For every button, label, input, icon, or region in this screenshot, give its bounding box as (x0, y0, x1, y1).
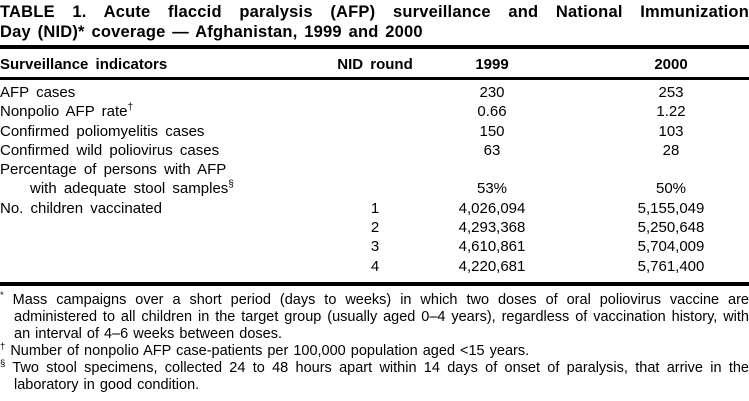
column-header-2000: 2000 (654, 56, 688, 73)
footnote-marker: † (0, 341, 6, 353)
row-label-text: Confirmed wild poliovirus cases (0, 141, 220, 159)
table-row (0, 141, 749, 160)
cell-2000: 28 (662, 141, 680, 159)
cell-1999: 150 (479, 122, 505, 140)
row-label (0, 179, 333, 198)
table-body (0, 80, 749, 276)
table-title (0, 0, 749, 42)
footnotes (0, 292, 749, 394)
table-header-row (0, 49, 749, 77)
cell-2000: 103 (658, 122, 684, 140)
row-label-text: No. children vaccinated (0, 199, 162, 217)
column-header-1999: 1999 (475, 56, 509, 73)
footnote-asterisk (0, 292, 749, 343)
row-label (0, 199, 333, 218)
cell-nid-round: 2 (370, 219, 380, 237)
table-bottom-rule (0, 282, 749, 286)
cell-1999: 0.66 (477, 103, 507, 121)
cell-1999: 53% (476, 180, 508, 198)
row-label-text: Nonpolio AFP rate (0, 103, 128, 121)
row-label (0, 83, 333, 102)
cell-2000: 1.22 (656, 103, 686, 121)
table-row (0, 102, 749, 121)
row-label-text: AFP cases (0, 84, 76, 101)
table-row (0, 199, 749, 218)
cell-2000: 5,250,648 (637, 219, 705, 237)
table-title-line2: Day (NID)* coverage — Afghanistan, 1999 and 2000 (0, 23, 423, 41)
footnote-marker: * (0, 290, 4, 302)
row-label (0, 141, 333, 160)
footnote-marker: § (0, 358, 6, 370)
footnote-text: Mass campaigns over a short period (days to weeks) in which two doses of oral poliovirus vaccine are administered to all children in the target group (usually aged 0–4 years), regardless of vaccination history, with an interval of 4–6 weeks between doses. (12, 291, 749, 342)
cell-2000: 5,155,049 (637, 199, 705, 217)
table-row (0, 83, 749, 102)
cell-1999: 4,026,094 (458, 199, 526, 217)
cell-2000: 50% (655, 180, 687, 198)
cell-2000: 5,704,009 (637, 238, 705, 256)
row-label-footnote-marker: † (127, 102, 134, 114)
footnote-section (0, 360, 749, 394)
cell-nid-round: 4 (370, 257, 380, 275)
row-label-text: Percentage of persons with AFP (0, 161, 227, 179)
column-header-nid-round: NID round (337, 56, 413, 73)
cell-1999: 4,610,861 (458, 238, 526, 256)
cell-nid-round: 1 (370, 199, 380, 217)
table-row (0, 179, 749, 198)
row-label (0, 160, 333, 179)
footnote-dagger (0, 343, 749, 360)
row-label (0, 122, 333, 141)
table-row (0, 218, 749, 237)
column-header-surveillance-indicators: Surveillance indicators (0, 56, 168, 73)
cell-1999: 63 (483, 141, 501, 159)
cell-1999: 230 (479, 84, 505, 101)
row-label (0, 102, 333, 121)
footnote-text: Number of nonpolio AFP case-patients per 100,000 population aged <15 years. (10, 342, 530, 359)
cell-2000: 5,761,400 (637, 257, 705, 275)
table-row (0, 237, 749, 256)
footnote-text: Two stool specimens, collected 24 to 48 hours apart within 14 days of onset of paralysis, that arrive in the laboratory in good condition. (12, 359, 749, 393)
cell-2000: 253 (658, 84, 684, 101)
table-row (0, 160, 749, 179)
row-label-footnote-marker: § (228, 179, 234, 191)
cell-1999: 4,220,681 (458, 257, 526, 275)
cell-1999: 4,293,368 (458, 219, 526, 237)
table-row (0, 122, 749, 141)
table-title-line1: TABLE 1. Acute flaccid paralysis (AFP) surveillance and National Immunization (0, 3, 749, 21)
row-label-text: with adequate stool samples (30, 180, 229, 198)
cell-nid-round: 3 (370, 238, 380, 256)
table-row (0, 257, 749, 276)
row-label-text: Confirmed poliomyelitis cases (0, 122, 205, 140)
